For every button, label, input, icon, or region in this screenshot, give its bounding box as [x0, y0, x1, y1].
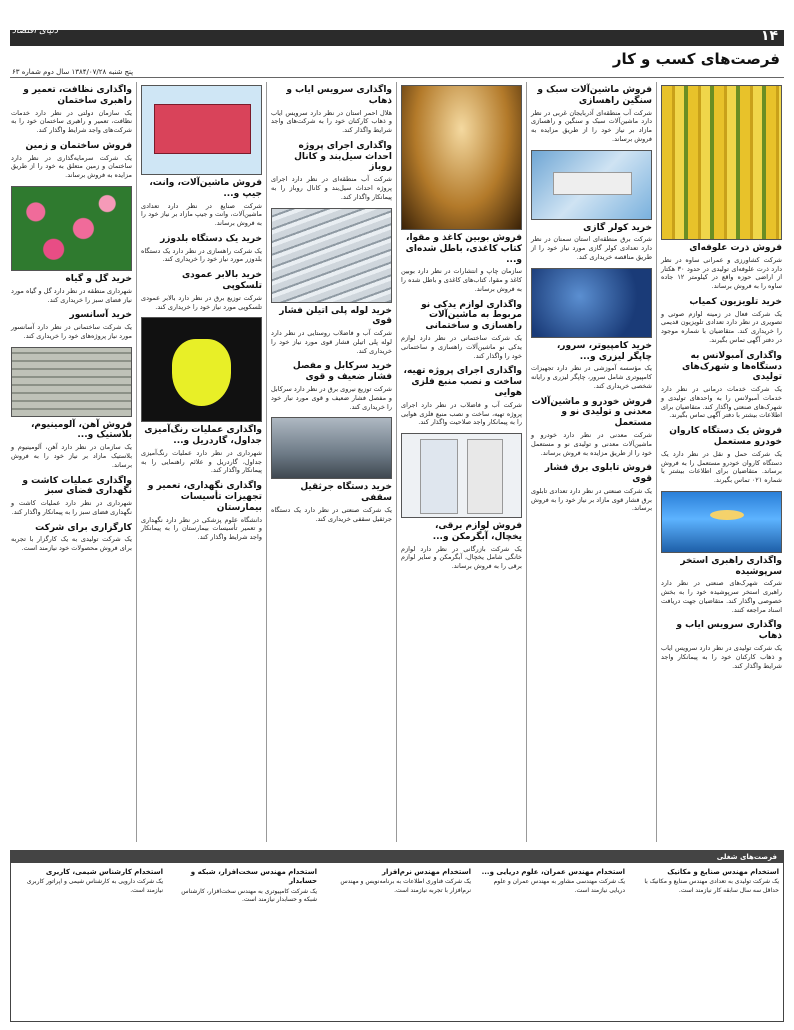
ad-item: [661, 491, 782, 615]
issue-line: پنج شنبه ۱۳۸۴/۰۷/۲۸ سال دوم شماره ۶۳: [12, 68, 134, 76]
ad-title: فروش آهن، آلومینیوم، بلاستیک و...: [31, 419, 132, 441]
ad-title: کارگزاری برای شرکت: [35, 522, 132, 533]
ad-text: یک شرکت فعال در زمینه لوازم صوتی و تصویری در نظر دارد تعدادی تلویزیون قدیمی را خریداری کند. متقاضیان با شماره موجود در دفتر آگهی تماس بگیرند.: [661, 309, 782, 344]
job-item: [477, 865, 625, 1017]
ad-text: یک شرکت خدمات درمانی در نظر دارد خدمات آمبولانس را به واحدهای تولیدی و شهرک‌های صنعتی واگذار کند. متقاضیان برای اطلاعات بیشتر با دفتر آگهی تماس بگیرند.: [661, 385, 782, 420]
ad-title: فروش خودرو و ماشین‌آلات معدنی و تولیدی نو و مستعمل: [531, 396, 652, 429]
ad-item: [141, 481, 262, 542]
ad-title: خرید لوله پلی اتیلن فشار قوی: [279, 305, 392, 327]
ad-text: یک سازمان دولتی در نظر دارد خدمات نظافت، تعمیر و راهبری ساختمان خود را به شرکت‌های واجد شرایط واگذار کند.: [11, 108, 132, 135]
page-number: ۱۴: [760, 28, 778, 44]
ad-text: یک شرکت صنعتی در نظر دارد یک دستگاه جرثقیل سقفی خریداری کند.: [271, 505, 392, 523]
column-5: [139, 82, 264, 842]
top-bar: [10, 30, 784, 46]
ad-item: [531, 397, 652, 458]
paper-photo: [401, 85, 522, 230]
truck-photo: [141, 85, 262, 175]
ad-item: [271, 141, 392, 202]
ad-title: واگذاری سرویس ایاب و ذهاب: [676, 620, 782, 642]
ad-text: یک شرکت ساختمانی در نظر دارد لوازم یدکی نو ماشین‌آلات راهسازی و ساختمانی خود را واگذار کند.: [401, 334, 522, 360]
ad-text: یک شرکت حمل و نقل در نظر دارد یک دستگاه کاروان خودرو مستعمل را به فروش برساند. متقاضیان برای اطلاعات بیشتر با شماره ۰۲۱ تماس بگیرند.: [661, 449, 782, 485]
ad-item: [661, 85, 782, 291]
ad-text: یک شرکت تولیدی به یک کارگزار با تجربه برای فروش محصولات خود نیازمند است.: [11, 535, 132, 553]
ad-text: یک مؤسسه آموزشی در نظر دارد تجهیزات کامپیوتری شامل سرور، چاپگر لیزری و رایانه شخصی خریداری کند.: [531, 364, 652, 390]
ad-item: [661, 620, 782, 670]
ad-text: شرکت کشاورزی و عمرانی ساوه در نظر دارد ذرت علوفه‌ای تولیدی در حدود ۳۰ هکتار از اراضی حوزه واقع در کیلومتر ۱۲ جاده ساوه را به فروش برساند.: [661, 255, 783, 291]
job-text: یک شرکت مهندسی مشاور به مهندس عمران و علوم دریایی نیازمند است.: [493, 878, 625, 894]
job-text: یک شرکت تولیدی به تعدادی مهندس صنایع و مکانیک با حداقل سه سال سابقه کار نیازمند است.: [644, 878, 779, 894]
ad-item: [11, 523, 132, 553]
column-4: [269, 82, 394, 842]
ad-title: خرید یک دستگاه بلدوزر: [160, 233, 262, 244]
job-title: استخدام مهندس صنایع و مکانیک: [667, 868, 779, 876]
corn-photo: [661, 85, 782, 240]
jobs-box: [10, 850, 784, 1022]
ad-item: [531, 463, 652, 513]
ad-title: واگذاری آمبولانس به دستگاه‌ها و شهرک‌های تولیدی: [681, 350, 782, 383]
gypsum-photo: [11, 347, 132, 417]
job-text: یک شرکت فناوری اطلاعات به برنامه‌نویس و مهندس نرم‌افزار با تجربه نیازمند است.: [340, 878, 471, 894]
ad-item: [661, 351, 782, 420]
ad-title: خرید دستگاه جرثقیل سقفی: [300, 482, 392, 504]
jobs-heading: فرصت‌های شغلی: [11, 851, 783, 863]
brand-logo: دنیای اقتصاد: [12, 26, 58, 36]
ad-title: خرید کولر گازی: [583, 222, 652, 233]
ad-text: شهرداری در نظر دارد عملیات کاشت و نگهداری فضای سبز را به پیمانکار واگذار کند.: [11, 499, 132, 516]
ad-item: [401, 433, 522, 571]
ad-item: [271, 417, 392, 523]
ad-title: واگذاری نظافت، تعمیر و راهبری ساختمان: [23, 85, 132, 106]
ad-item: [11, 85, 132, 135]
ad-title: فروش ساختمان و زمین: [25, 140, 132, 151]
factory-photo: [271, 417, 392, 479]
ad-title: واگذاری راهبری استخر سرپوشیده: [680, 555, 782, 577]
job-item: [15, 865, 163, 1017]
ad-title: فروش ذرت علوفه‌ای: [689, 243, 782, 253]
ad-text: شرکت صنایع در نظر دارد تعدادی ماشین‌آلات، وانت و جیپ مازاد بر نیاز خود را به فروش برساند.: [141, 201, 262, 228]
ad-item: [11, 476, 132, 517]
flowers-photo: [11, 186, 132, 271]
column-separator: [266, 82, 267, 842]
ad-text: دانشگاه علوم پزشکی در نظر دارد نگهداری و تعمیر تأسیسات بیمارستان را به پیمانکار واجد شرایط واگذار کند.: [141, 515, 262, 542]
ad-text: یک شرکت سرمایه‌گذاری در نظر دارد ساختمان و زمین متعلق به خود را از طریق مزایده به فروش برساند.: [11, 153, 132, 180]
ad-text: شرکت آب و فاضلاب روستایی در نظر دارد لوله پلی اتیلن فشار قوی مورد نیاز خود را خریداری کند.: [271, 329, 392, 355]
ad-text: یک شرکت راهسازی در نظر دارد یک دستگاه بلدوزر مورد نیاز خود را خریداری کند.: [141, 246, 262, 264]
ad-title: واگذاری اجرای پروژه احداث سیل‌بند و کانال روباز: [294, 140, 392, 173]
ad-item: [401, 85, 522, 294]
ad-text: شرکت معدنی در نظر دارد خودرو و ماشین‌آلات معدنی و تولیدی نو و مستعمل خود را از طریق مزایده به فروش برساند.: [531, 431, 652, 457]
ad-text: شرکت توزیع نیروی برق در نظر دارد سرکابل و مفصل فشار ضعیف و قوی مورد نیاز خود را خریداری کند.: [271, 385, 392, 411]
job-title: استخدام مهندس سخت‌افزار، شبکه و حسابدار: [190, 868, 317, 886]
column-1: [659, 82, 784, 842]
job-title: استخدام کارشناس شیمی، کاربری: [45, 868, 163, 876]
ad-text: شرکت برق منطقه‌ای استان سمنان در نظر دارد تعدادی کولر گازی مورد نیاز خود را از طریق مناقصه خریداری کند.: [531, 235, 652, 261]
ad-item: [141, 317, 262, 475]
paint-photo: [141, 317, 262, 422]
ad-item: [271, 361, 392, 411]
ad-item: [271, 208, 392, 356]
pipes-photo: [271, 208, 392, 303]
ad-text: یک شرکت تولیدی در نظر دارد سرویس ایاب و ذهاب کارکنان خود را به پیمانکار واجد شرایط واگذار کند.: [661, 644, 782, 670]
ad-title: خرید گل و گیاه: [65, 273, 132, 284]
ad-text: یک شرکت بازرگانی در نظر دارد لوازم خانگی شامل یخچال، آبگرمکن و سایر لوازم برقی را به فروش برساند.: [401, 544, 522, 571]
ad-item: [11, 141, 132, 180]
ad-item: [661, 297, 782, 345]
column-3: [399, 82, 524, 842]
ad-title: واگذاری نگهداری، تعمیر و تجهیزات تأسیسات بیمارستان: [147, 481, 262, 513]
ad-text: سازمان چاپ و انتشارات در نظر دارد بوبین کاغذ و مقوا، کتاب‌های کاغذی و باطل شده را به فروش برساند.: [401, 267, 522, 293]
ad-title: فروش تابلوی برق فشار قوی: [544, 463, 652, 485]
fridge-photo: [401, 433, 522, 518]
ad-title: خرید بالابر عمودی تلسکوپی: [181, 270, 262, 292]
jobs-grid: [15, 865, 779, 1017]
ad-title: خرید سرکابل و مفصل فشار ضعیف و قوی: [292, 361, 392, 383]
ad-item: [271, 85, 392, 135]
ad-item: [141, 234, 262, 264]
pc-photo: [531, 150, 652, 220]
column-6: [9, 82, 134, 842]
ad-title: فروش یک دستگاه کاروان خودرو مستعمل: [669, 426, 782, 447]
ad-title: خرید کامپیوتر، سرور، چاپگر لیزری و...: [556, 340, 652, 362]
ad-text: شرکت آب منطقه‌ای در نظر دارد اجرای پروژه احداث سیل‌بند و کانال روباز را به پیمانکار واگذار کند.: [271, 175, 392, 201]
ad-title: فروش ماشین‌آلات، وانت، جیپ و...: [149, 178, 262, 199]
column-separator: [396, 82, 397, 842]
column-separator: [526, 82, 527, 842]
job-item: [169, 865, 317, 1017]
ad-item: [141, 85, 262, 228]
ad-text: یک شرکت صنعتی در نظر دارد تعدادی تابلوی برق فشار قوی مازاد بر نیاز خود را به فروش برساند.: [531, 486, 652, 513]
ad-item: [531, 268, 652, 391]
ad-text: هلال احمر استان در نظر دارد سرویس ایاب و ذهاب کارکنان خود را به شرکت‌های واجد شرایط واگذار کند.: [271, 108, 392, 135]
ad-title: واگذاری سرویس ایاب و ذهاب: [286, 85, 392, 106]
ad-title: خرید آسانسور: [69, 310, 132, 321]
job-item: [323, 865, 471, 1017]
job-title: استخدام مهندس نرم‌افزار: [381, 868, 471, 876]
ad-text: شهرداری منطقه در نظر دارد گل و گیاه مورد نیاز فضای سبز را خریداری کند.: [11, 286, 132, 304]
job-text: یک شرکت کامپیوتری به مهندس سخت‌افزار، کارشناس شبکه و حسابدار نیازمند است.: [181, 887, 317, 903]
ad-title: واگذاری عملیات رنگ‌آمیزی جداول، گاردریل و...: [144, 425, 262, 447]
ad-item: [11, 347, 132, 470]
job-title: استخدام مهندس عمران، علوم دریایی و...: [481, 868, 625, 876]
ad-item: [661, 426, 782, 485]
section-title: فرصت‌های کسب و کار: [612, 50, 780, 68]
ad-title: واگذاری لوازم یدکی نو مربوط به ماشین‌آلات راهسازی و ساختمانی: [421, 299, 522, 332]
job-item: [631, 865, 779, 1017]
header-rule: [10, 77, 784, 78]
ad-item: [531, 150, 652, 262]
ad-title: خرید تلویزیون کمیاب: [689, 296, 782, 307]
ad-title: فروش بوبین کاغذ و مقوا، کتاب کاغذی، باطل شده‌ای و...: [405, 233, 522, 265]
ad-title: واگذاری عملیات کاشت و نگهداری فضای سبز: [22, 475, 132, 497]
lab-photo: [531, 268, 652, 338]
ad-text: شرکت آب منطقه‌ای آذربایجان غربی در نظر دارد ماشین‌آلات سبک و سنگین و راهسازی مازاد بر نیاز خود را از طریق مزایده به فروش برساند.: [531, 108, 652, 143]
column-separator: [136, 82, 137, 842]
column-2: [529, 82, 654, 842]
ad-item: [11, 186, 132, 304]
job-text: یک شرکت دارویی به کارشناس شیمی و اپراتور کاربری نیازمند است.: [26, 878, 163, 894]
ad-item: [11, 310, 132, 340]
ad-text: شرکت شهرک‌های صنعتی در نظر دارد راهبری استخر سرپوشیده خود را به بخش خصوصی واگذار کند. متقاضیان جهت دریافت اسناد مراجعه کنند.: [661, 579, 782, 614]
swim-photo: [661, 491, 782, 553]
ad-text: یک سازمان در نظر دارد آهن، آلومینیوم و بلاستیک مازاد بر نیاز خود را به فروش برساند.: [11, 443, 132, 469]
ad-title: فروش لوازم برقی، یخچال، آبگرمکن و...: [432, 521, 522, 542]
ad-title: فروش ماشین‌آلات سبک و سنگین راهسازی: [537, 85, 652, 106]
ad-item: [531, 85, 652, 144]
ad-text: شرکت آب و فاضلاب در نظر دارد اجرای پروژه تهیه، ساخت و نصب منبع فلزی هوایی را به پیمانکار واجد صلاحیت واگذار کند.: [401, 400, 522, 427]
ad-title: واگذاری اجرای پروژه تهیه، ساخت و نصب منبع فلزی هوایی: [403, 366, 522, 398]
ad-item: [141, 270, 262, 311]
ad-item: [401, 366, 522, 427]
column-separator: [656, 82, 657, 842]
ad-text: یک شرکت ساختمانی در نظر دارد آسانسور مورد نیاز پروژه‌های خود را خریداری کند.: [11, 323, 132, 340]
ad-text: شهرداری در نظر دارد عملیات رنگ‌آمیزی جداول، گاردریل و علائم راهنمایی را به پیمانکار واگذار کند.: [141, 448, 262, 475]
ad-item: [401, 300, 522, 361]
ad-text: شرکت توزیع برق در نظر دارد بالابر عمودی تلسکوپی مورد نیاز خود را خریداری کند.: [141, 293, 262, 311]
